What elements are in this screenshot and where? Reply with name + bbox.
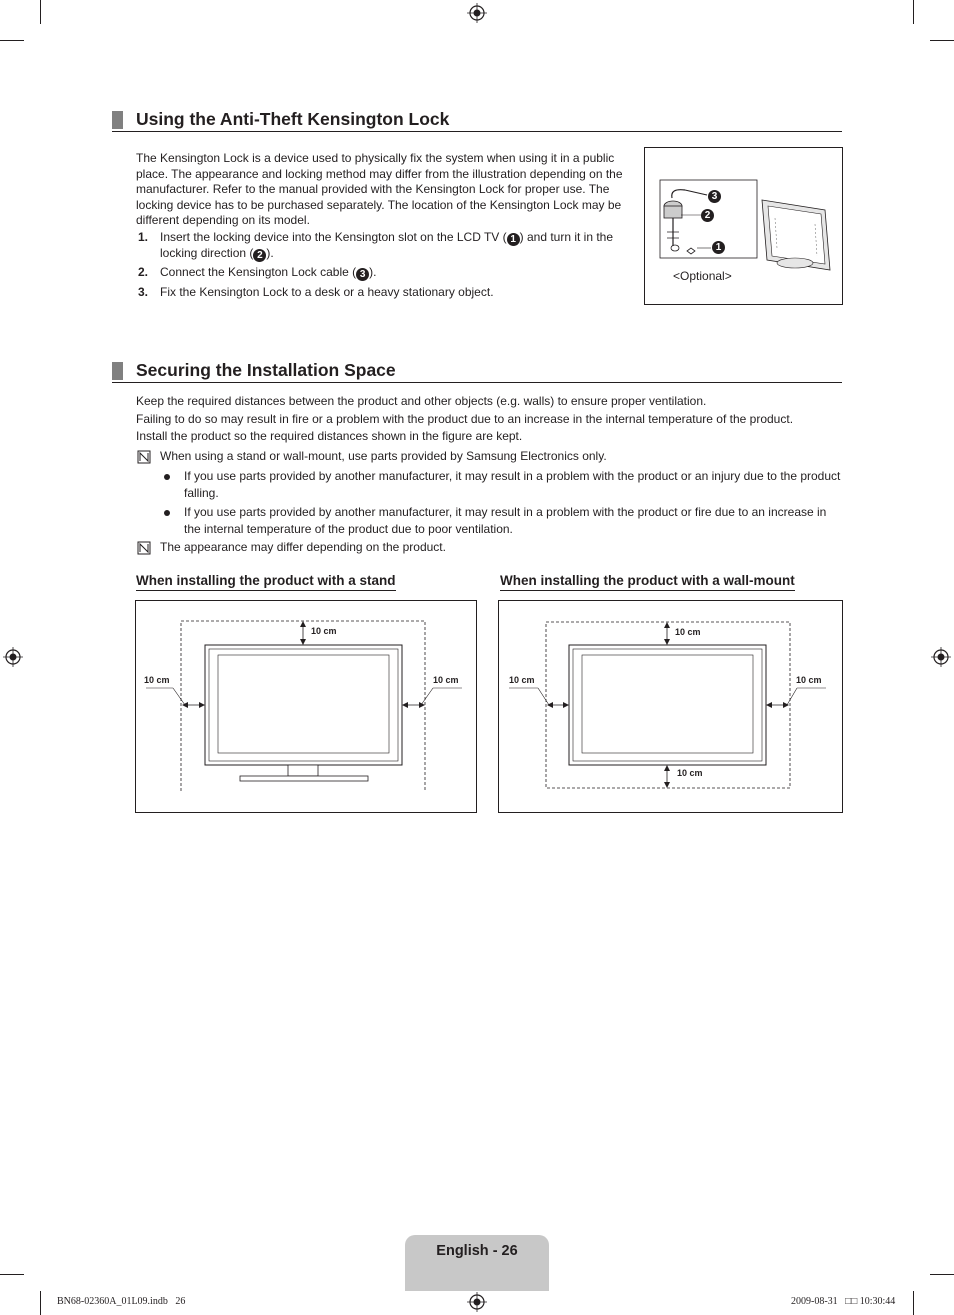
number-mark-1: 1: [507, 233, 520, 246]
note-icon: [137, 450, 151, 464]
clearance-top-label: 10 cm: [311, 626, 337, 636]
section-title-text: Using the Anti-Theft Kensington Lock: [136, 109, 450, 129]
installation-intro-2: Failing to do so may result in fire or a problem with the product due to an increase in the internal temperature of the product.: [136, 412, 794, 426]
installation-intro-1: Keep the required distances between the product and other objects (e.g. walls) to ensure proper ventilation.: [136, 394, 707, 408]
crop-mark: [0, 40, 24, 41]
number-mark-2: 2: [253, 249, 266, 262]
bullet-text: If you use parts provided by another manufacturer, it may result in a problem with the product or an injury due to the product falling.: [184, 469, 841, 500]
note-text: The appearance may differ depending on the product.: [160, 540, 446, 554]
step-number: 1.: [138, 230, 149, 244]
clearance-left-label: 10 cm: [509, 675, 535, 685]
number-mark-3: 3: [708, 190, 721, 203]
registration-target-icon: [3, 647, 23, 667]
stand-figure-title: When installing the product with a stand: [136, 573, 396, 591]
step-1-text-b: ) and turn it in the locking direction (: [160, 230, 614, 260]
step-3-text: Fix the Kensington Lock to a desk or a heavy stationary object.: [160, 285, 494, 299]
crop-mark: [930, 40, 954, 41]
bullet: [164, 474, 170, 480]
clearance-bottom-label: 10 cm: [677, 768, 703, 778]
step-number: 3.: [138, 285, 149, 299]
step-1-text: [160, 230, 634, 262]
print-slug-right: 2009-08-31 □□ 10:30:44: [791, 1296, 896, 1307]
note-text: When using a stand or wall-mount, use parts provided by Samsung Electronics only.: [160, 449, 607, 463]
registration-target-icon: [467, 1292, 487, 1312]
stand-tv-illustration: [136, 601, 476, 812]
installation-intro-3: Install the product so the required distances shown in the figure are kept.: [136, 429, 523, 443]
registration-target-icon: [467, 3, 487, 23]
crop-mark: [40, 1291, 41, 1315]
kensington-intro: The Kensington Lock is a device used to physically fix the system when using it in a public place. The appearance and locking method may differ from the illustration depending on the manufacturer. Refer to the manual provided with the Kensington Lock for proper use. The locking device has to be purchased separately. The location of the Kensington Lock may be different depending on its model.: [136, 151, 623, 227]
kensington-figure: [644, 147, 843, 305]
clearance-left-label: 10 cm: [144, 675, 170, 685]
page-number: English - 26: [436, 1243, 518, 1259]
wall-figure-title: When installing the product with a wall-mount: [500, 573, 795, 591]
step-2-text-a: Connect the Kensington Lock cable (: [160, 265, 357, 279]
crop-mark: [930, 1274, 954, 1275]
step-number: 2.: [138, 265, 149, 279]
wall-tv-illustration: [499, 601, 842, 812]
section-title-kensington: [112, 109, 842, 132]
step-2-text-b: ).: [369, 265, 377, 279]
page-number-tab: [405, 1235, 549, 1291]
print-slug-left: BN68-02360A_01L09.indb 26: [57, 1296, 186, 1307]
crop-mark: [0, 1274, 24, 1275]
note-icon: [137, 541, 151, 555]
wall-mount-figure: [498, 600, 843, 813]
section-title-text: Securing the Installation Space: [136, 360, 396, 380]
step-2-text: [160, 265, 634, 281]
clearance-right-label: 10 cm: [433, 675, 459, 685]
step-1-text-c: ).: [266, 246, 274, 260]
number-mark-1: 1: [712, 241, 725, 254]
number-mark-3: 3: [356, 268, 369, 281]
bullet: [164, 510, 170, 516]
stand-figure: [135, 600, 477, 813]
clearance-right-label: 10 cm: [796, 675, 822, 685]
crop-mark: [40, 0, 41, 24]
bullet-text: If you use parts provided by another manufacturer, it may result in a problem with the product or fire due to an increase in the internal temperature of the product due to poor ventilation.: [184, 505, 827, 536]
figure-caption: <Optional>: [673, 269, 732, 283]
crop-mark: [913, 0, 914, 24]
clearance-top-label: 10 cm: [675, 627, 701, 637]
crop-mark: [913, 1291, 914, 1315]
registration-target-icon: [931, 647, 951, 667]
section-title-installation: [112, 360, 842, 383]
number-mark-2: 2: [701, 209, 714, 222]
section-marker: [112, 111, 123, 129]
step-1-text-a: Insert the locking device into the Kensington slot on the LCD TV (: [160, 230, 507, 244]
section-marker: [112, 362, 123, 380]
